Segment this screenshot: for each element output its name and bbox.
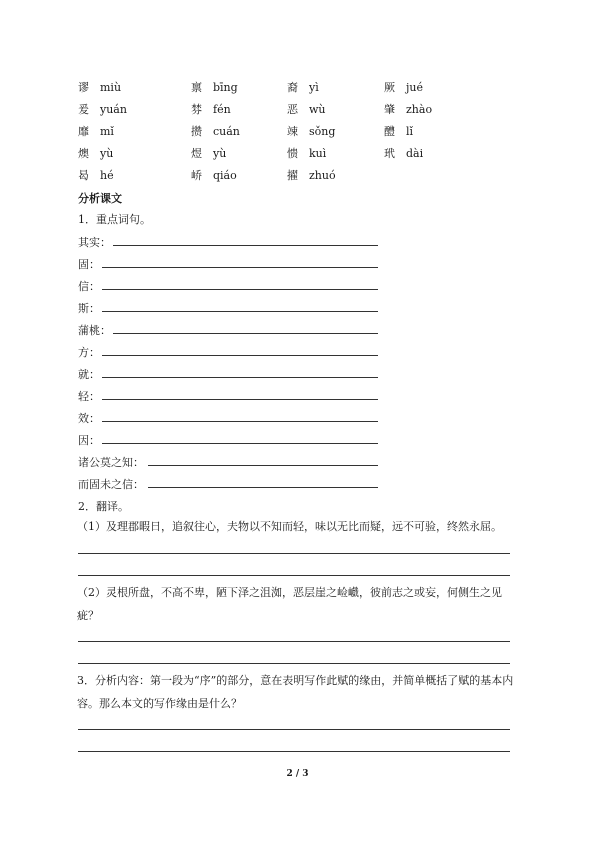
answer-line[interactable] <box>113 333 378 334</box>
vocab-label: 就： <box>78 368 100 381</box>
answer-line[interactable] <box>78 729 510 730</box>
answer-line[interactable] <box>102 289 378 290</box>
page-number: 2 / 3 <box>286 769 309 779</box>
pinyin-entry: 攒 cuán <box>191 125 240 138</box>
pinyin-entry: 肇 zhào <box>384 103 433 116</box>
pinyin-entry: 擢 zhuó <box>287 169 336 182</box>
pinyin-entry: 裔 yì <box>287 81 319 94</box>
pinyin-entry: 靡 mǐ <box>78 125 114 138</box>
vocab-label: 其实： <box>78 236 111 249</box>
translation-item-2: （2）灵根所盘，不高不卑，陋下泽之沮洳，恶层崖之崄巇，彼前志之或妄，何侧生之见疵？ <box>77 586 502 622</box>
pinyin-entry: 玳 dài <box>384 147 424 160</box>
answer-line[interactable] <box>102 355 378 356</box>
pinyin-entry: 醴 lǐ <box>384 125 414 138</box>
pinyin-entry: 曷 hé <box>78 169 114 182</box>
pinyin-entry: 竦 sǒng <box>287 125 336 138</box>
answer-line[interactable] <box>102 443 378 444</box>
pinyin-entry: 禀 bīng <box>191 81 238 94</box>
question-3-text: 3．分析内容：第一段为“序”的部分，意在表明写作此赋的缘由，并简单概括了赋的基本内容。那么本文的写作缘由是什么？ <box>77 674 514 710</box>
pinyin-entry: 谬 miù <box>78 81 122 94</box>
pinyin-entry: 煜 yù <box>191 147 227 160</box>
answer-line[interactable] <box>148 487 378 488</box>
vocab-label: 诸公莫之知： <box>78 456 144 469</box>
answer-line[interactable] <box>102 377 378 378</box>
vocab-label: 斯： <box>78 302 100 315</box>
section-heading: 分析课文 <box>78 192 122 205</box>
vocab-label: 效： <box>78 412 100 425</box>
vocab-label: 轻： <box>78 390 100 403</box>
question-1-title: 1．重点词句。 <box>78 213 151 226</box>
vocab-label: 因： <box>78 434 100 447</box>
answer-line[interactable] <box>102 399 378 400</box>
answer-line[interactable] <box>78 641 510 642</box>
answer-line[interactable] <box>78 663 510 664</box>
answer-line[interactable] <box>78 751 510 752</box>
pinyin-entry: 棼 fén <box>191 103 231 116</box>
vocab-label: 方： <box>78 346 100 359</box>
pinyin-entry: 恶 wù <box>287 103 326 116</box>
pinyin-entry: 爰 yuán <box>78 103 127 116</box>
translation-item-1: （1）及理郡暇日，追叙往心，夫物以不知而轻，味以无比而疑，远不可验，终然永屈。 <box>77 520 502 533</box>
answer-line[interactable] <box>78 575 510 576</box>
question-2-title: 2．翻译。 <box>78 500 129 513</box>
vocab-label: 信： <box>78 280 100 293</box>
answer-line[interactable] <box>78 553 510 554</box>
pinyin-entry: 燠 yù <box>78 147 114 160</box>
vocab-label: 蒲桃： <box>78 324 111 337</box>
answer-line[interactable] <box>102 311 378 312</box>
answer-line[interactable] <box>148 465 378 466</box>
pinyin-entry: 峤 qiáo <box>191 169 237 182</box>
pinyin-entry: 厥 jué <box>384 81 424 94</box>
answer-line[interactable] <box>102 421 378 422</box>
answer-line[interactable] <box>113 245 378 246</box>
vocab-label: 而固未之信： <box>78 478 144 491</box>
answer-line[interactable] <box>102 267 378 268</box>
vocab-label: 固： <box>78 258 100 271</box>
pinyin-entry: 愦 kuì <box>287 147 327 160</box>
